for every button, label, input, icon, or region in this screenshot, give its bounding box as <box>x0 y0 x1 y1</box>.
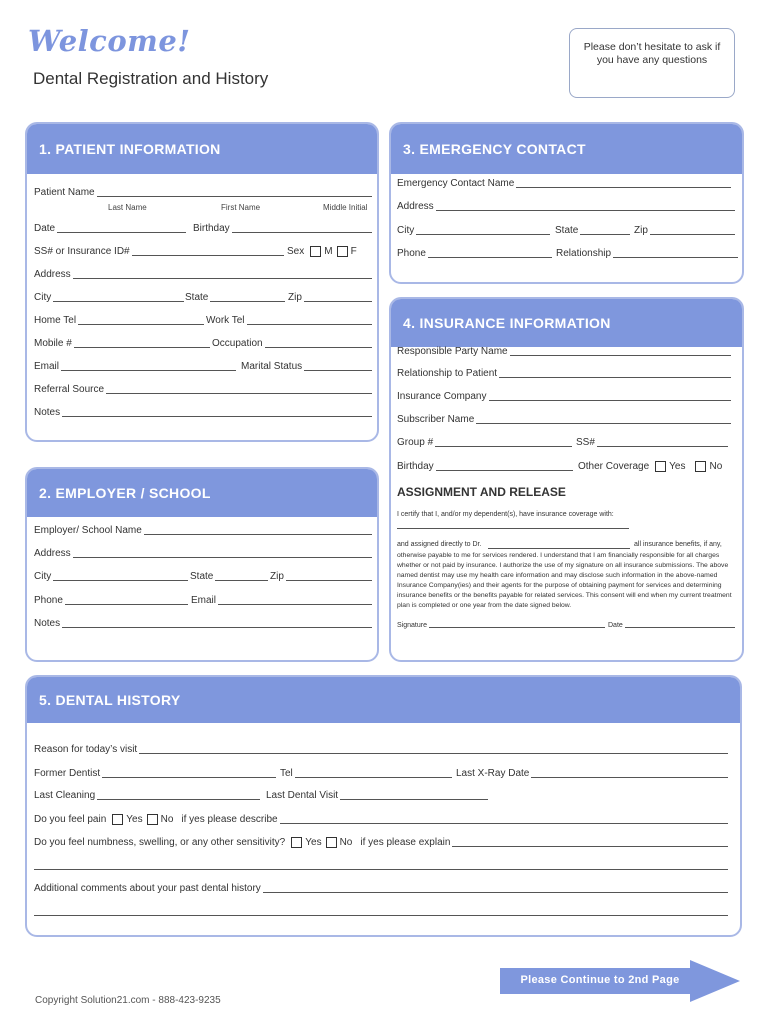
numbness-yes-checkbox[interactable] <box>291 837 302 848</box>
patient-email-label: Email <box>34 361 60 372</box>
emergency-state-label: State <box>555 225 579 236</box>
employer-address-label: Address <box>34 548 71 559</box>
insurance-birthday-field[interactable] <box>397 461 573 472</box>
birthday-field[interactable] <box>193 223 372 234</box>
sex-male-label: M <box>324 246 333 257</box>
emergency-phone-label: Phone <box>397 248 426 259</box>
relationship-to-patient-label: Relationship to Patient <box>397 368 498 379</box>
assigned-text: and assigned directly to Dr. <box>397 541 482 548</box>
comments-extra-line[interactable] <box>34 915 728 916</box>
signature-label: Signature <box>397 622 427 629</box>
date-label: Date <box>34 223 56 234</box>
emergency-city-label: City <box>397 225 415 236</box>
dentist-tel-label: Tel <box>280 768 293 779</box>
date-field[interactable] <box>34 223 186 234</box>
other-coverage-no-checkbox[interactable] <box>695 461 706 472</box>
last-name-caption: Last Name <box>108 203 147 212</box>
numbness-explain-label: if yes please explain <box>360 837 451 848</box>
dental-history-header: 5. DENTAL HISTORY <box>27 677 740 723</box>
emergency-contact-header: 3. EMERGENCY CONTACT <box>391 124 742 174</box>
insurance-coverage-line[interactable] <box>397 528 629 529</box>
emergency-contact-name-label: Emergency Contact Name <box>397 178 515 189</box>
employer-zip-label: Zip <box>270 571 284 582</box>
patient-city-field[interactable] <box>34 292 184 303</box>
referral-source-label: Referral Source <box>34 384 105 395</box>
pain-yes-checkbox[interactable] <box>112 814 123 825</box>
numbness-field <box>34 837 728 848</box>
insurance-birthday-label: Birthday <box>397 461 434 472</box>
occupation-field[interactable] <box>212 338 372 349</box>
help-note: Please don’t hesitate to ask if you have any questions <box>569 28 735 98</box>
additional-comments-field[interactable] <box>34 883 728 894</box>
sex-female-label: F <box>350 246 357 257</box>
employer-notes-label: Notes <box>34 618 61 629</box>
numbness-yes-label: Yes <box>305 837 322 848</box>
copyright-text: Copyright Solution21.com - 888-423-9235 <box>35 995 221 1006</box>
feel-pain-field <box>34 814 728 825</box>
employer-school-panel <box>25 467 379 662</box>
patient-information-header: 1. PATIENT INFORMATION <box>27 124 377 174</box>
group-number-label: Group # <box>397 437 434 448</box>
other-coverage-label: Other Coverage <box>578 461 650 472</box>
additional-comments-label: Additional comments about your past dental history <box>34 883 261 894</box>
employer-name-label: Employer/ School Name <box>34 525 142 536</box>
subscriber-name-field[interactable] <box>397 414 731 425</box>
benefits-text: all insurance benefits, if any, <box>634 541 722 548</box>
signature-date-label: Date <box>608 622 623 629</box>
employer-city-field[interactable] <box>34 571 188 582</box>
emergency-zip-label: Zip <box>634 225 648 236</box>
patient-address-field[interactable] <box>34 269 372 280</box>
employer-email-label: Email <box>191 595 217 606</box>
patient-address-label: Address <box>34 269 71 280</box>
assignment-release-title: ASSIGNMENT AND RELEASE <box>397 485 566 499</box>
signature-date-field[interactable] <box>608 621 735 629</box>
insurance-information-header: 4. INSURANCE INFORMATION <box>391 299 742 347</box>
last-xray-field[interactable] <box>456 768 728 779</box>
first-name-caption: First Name <box>221 203 261 212</box>
responsible-party-label: Responsible Party Name <box>397 346 508 357</box>
insurance-ss-label: SS# <box>576 437 595 448</box>
emergency-relationship-field[interactable] <box>556 248 738 259</box>
ss-insurance-id-label: SS# or Insurance ID# <box>34 246 130 257</box>
former-dentist-field[interactable] <box>34 768 276 779</box>
continue-button[interactable] <box>500 960 740 1002</box>
patient-city-label: City <box>34 292 52 303</box>
emergency-relationship-label: Relationship <box>556 248 612 259</box>
patient-name-field[interactable] <box>34 187 372 198</box>
last-cleaning-field[interactable] <box>34 790 260 801</box>
sex-label: Sex <box>287 246 305 257</box>
sex-field <box>287 246 377 257</box>
relationship-to-patient-field[interactable] <box>397 368 731 379</box>
numbness-no-label: No <box>339 837 353 848</box>
ss-insurance-id-field[interactable] <box>34 246 284 257</box>
last-xray-label: Last X-Ray Date <box>456 768 530 779</box>
former-dentist-label: Former Dentist <box>34 768 101 779</box>
mobile-field[interactable] <box>34 338 210 349</box>
other-coverage-yes-checkbox[interactable] <box>655 461 666 472</box>
dental-history-panel <box>25 675 742 937</box>
numbness-explain-line[interactable] <box>452 838 728 847</box>
employer-school-header: 2. EMPLOYER / SCHOOL <box>27 469 377 517</box>
feel-pain-label: Do you feel pain <box>34 814 107 825</box>
last-dental-visit-label: Last Dental Visit <box>266 790 339 801</box>
emergency-contact-name-field[interactable] <box>397 178 731 189</box>
emergency-address-field[interactable] <box>397 201 735 212</box>
signature-field[interactable] <box>397 621 605 629</box>
reason-for-visit-field[interactable] <box>34 744 728 755</box>
other-coverage-field <box>578 461 743 472</box>
emergency-address-label: Address <box>397 201 434 212</box>
patient-notes-label: Notes <box>34 407 61 418</box>
employer-phone-field[interactable] <box>34 595 188 606</box>
patient-state-label: State <box>185 292 209 303</box>
release-paragraph: otherwise payable to me for services rendered. I understand that I am financially responsible for all charges whether or not paid by insurance. I authorize the use of my signature on all insurance submissions. The above named dentist may use my health care information and may disclose such information in the above-named Insurance Company(ies) and their agents for the purpose of obtaining payment for services and determining insurance benefits or the benefits payable for related services. This consent will end when my current treatment plan is completed or one year from the date signed below. <box>397 552 732 609</box>
emergency-city-field[interactable] <box>397 225 550 236</box>
continue-button-label: Please Continue to 2nd Page <box>520 974 680 986</box>
pain-yes-label: Yes <box>126 814 143 825</box>
form-title: Dental Registration and History <box>33 69 269 88</box>
subscriber-name-label: Subscriber Name <box>397 414 475 425</box>
emergency-phone-field[interactable] <box>397 248 552 259</box>
home-tel-field[interactable] <box>34 315 204 326</box>
work-tel-label: Work Tel <box>206 315 245 326</box>
pain-describe-label: if yes please describe <box>181 814 278 825</box>
insurance-company-field[interactable] <box>397 391 731 402</box>
employer-city-label: City <box>34 571 52 582</box>
numbness-extra-line[interactable] <box>34 869 728 870</box>
pain-describe-line[interactable] <box>280 815 728 824</box>
patient-zip-field[interactable] <box>288 292 372 303</box>
numbness-no-checkbox[interactable] <box>326 837 337 848</box>
sex-male-checkbox[interactable] <box>310 246 321 257</box>
middle-initial-caption: Middle Initial <box>323 203 368 212</box>
employer-email-field[interactable] <box>191 595 372 606</box>
birthday-label: Birthday <box>193 223 230 234</box>
emergency-state-field[interactable] <box>555 225 630 236</box>
occupation-label: Occupation <box>212 338 263 349</box>
marital-status-field[interactable] <box>241 361 372 372</box>
pain-no-checkbox[interactable] <box>147 814 158 825</box>
employer-name-field[interactable] <box>34 525 372 536</box>
employer-state-field[interactable] <box>190 571 268 582</box>
pain-no-label: No <box>160 814 174 825</box>
other-coverage-yes-label: Yes <box>669 461 686 472</box>
other-coverage-no-label: No <box>709 461 723 472</box>
patient-email-field[interactable] <box>34 361 236 372</box>
reason-for-visit-label: Reason for today’s visit <box>34 744 138 755</box>
employer-zip-field[interactable] <box>270 571 372 582</box>
marital-status-label: Marital Status <box>241 361 303 372</box>
emergency-zip-field[interactable] <box>634 225 735 236</box>
group-number-field[interactable] <box>397 437 572 448</box>
patient-notes-field[interactable] <box>34 407 372 418</box>
employer-address-field[interactable] <box>34 548 372 559</box>
welcome-title: Welcome! <box>28 24 191 58</box>
last-cleaning-label: Last Cleaning <box>34 790 96 801</box>
patient-state-field[interactable] <box>185 292 285 303</box>
dentist-name-line[interactable] <box>488 548 630 549</box>
employer-phone-label: Phone <box>34 595 63 606</box>
referral-source-field[interactable] <box>34 384 372 395</box>
insurance-ss-field[interactable] <box>576 437 728 448</box>
sex-female-checkbox[interactable] <box>337 246 348 257</box>
certify-text: I certify that I, and/or my dependent(s), have insurance coverage with: <box>397 511 614 518</box>
work-tel-field[interactable] <box>206 315 372 326</box>
patient-name-label: Patient Name <box>34 187 95 198</box>
responsible-party-field[interactable] <box>397 346 731 357</box>
numbness-label: Do you feel numbness, swelling, or any other sensitivity? <box>34 837 286 848</box>
mobile-label: Mobile # <box>34 338 72 349</box>
insurance-company-label: Insurance Company <box>397 391 487 402</box>
employer-notes-field[interactable] <box>34 618 372 629</box>
patient-zip-label: Zip <box>288 292 302 303</box>
dentist-tel-field[interactable] <box>280 768 452 779</box>
home-tel-label: Home Tel <box>34 315 77 326</box>
employer-state-label: State <box>190 571 214 582</box>
last-dental-visit-field[interactable] <box>266 790 488 801</box>
